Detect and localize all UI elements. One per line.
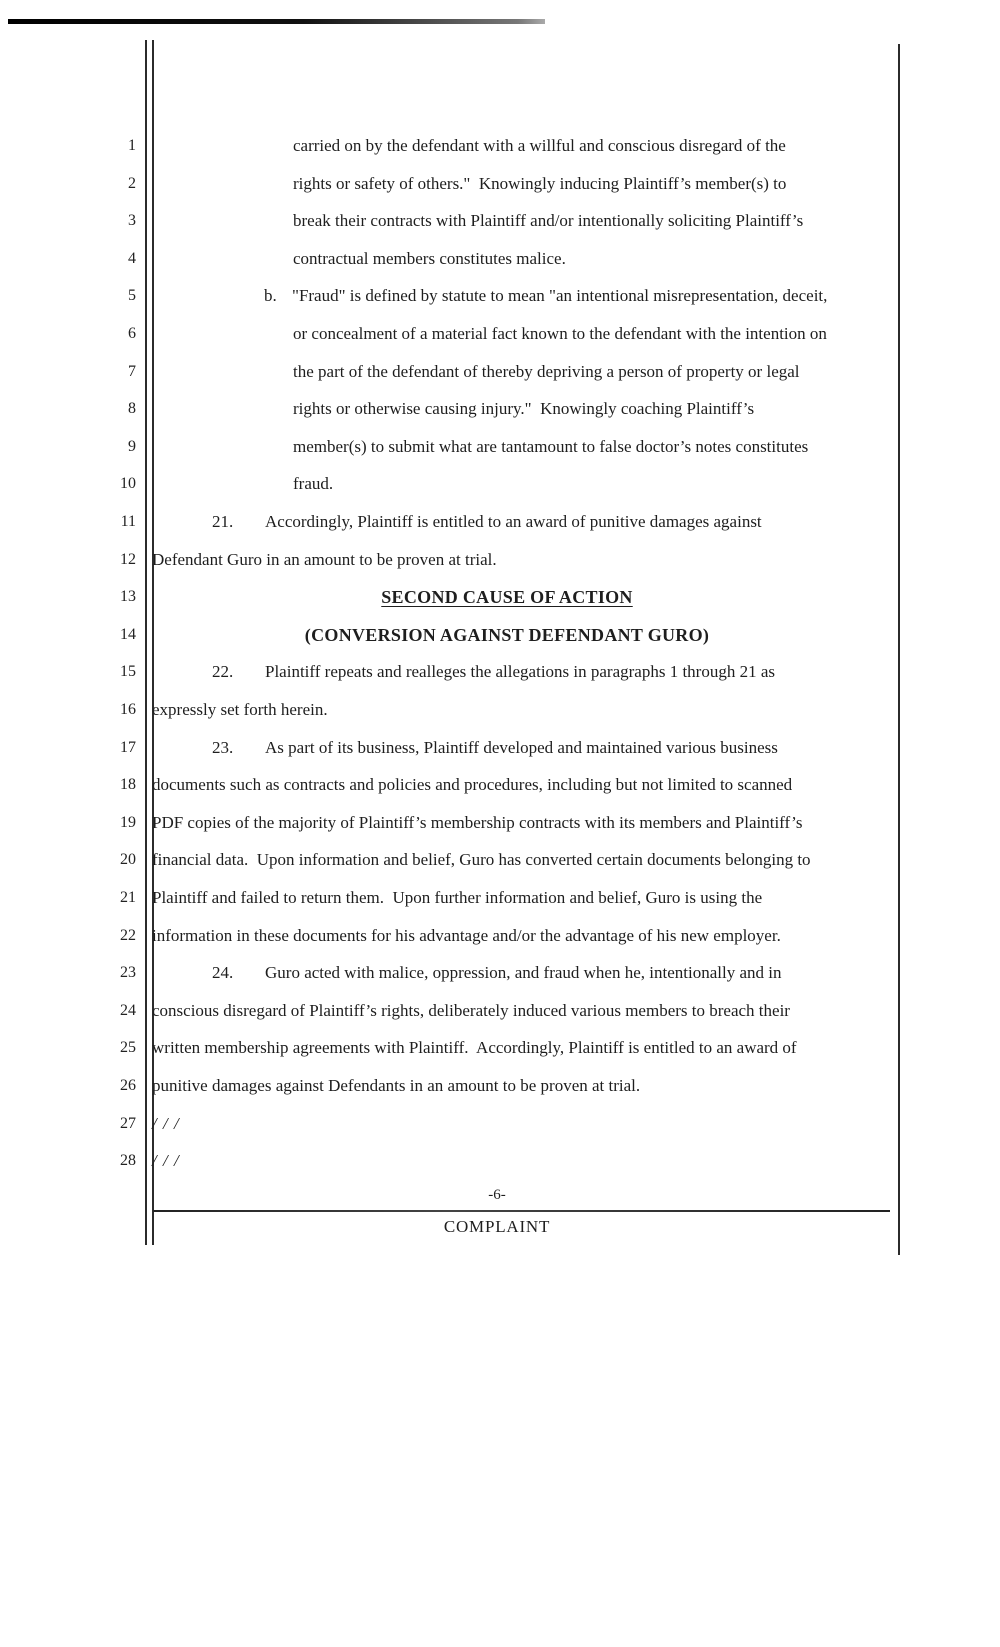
- line-number: 16: [120, 701, 136, 718]
- line-text: financial data. Upon information and belief, Guro has converted certain documents belonging to: [152, 850, 811, 870]
- pleading-line-11: [0, 503, 1000, 541]
- pleading-line-13: [0, 578, 1000, 616]
- pleading-line-24: [0, 992, 1000, 1030]
- pleading-line-8: [0, 390, 1000, 428]
- line-text: Accordingly, Plaintiff is entitled to an award of punitive damages against: [265, 512, 762, 531]
- paragraph-marker: b.: [264, 286, 277, 306]
- pleading-line-16: [0, 691, 1000, 729]
- line-number: 9: [128, 437, 136, 455]
- pleading-line-28: [0, 1142, 1000, 1180]
- pleading-line-9: [0, 428, 1000, 466]
- line-number: 4: [128, 249, 136, 267]
- pleading-line-21: [0, 879, 1000, 917]
- line-text: SECOND CAUSE OF ACTION: [381, 587, 633, 608]
- line-text: written membership agreements with Plaintiff. Accordingly, Plaintiff is entitled to an award of: [152, 1038, 797, 1058]
- page-number: -6-: [488, 1187, 506, 1203]
- pleading-line-22: [0, 917, 1000, 955]
- line-number: 6: [128, 325, 136, 342]
- paragraph-marker: 24.: [212, 963, 234, 983]
- line-number: 10: [120, 475, 136, 493]
- line-text: contractual members constitutes malice.: [293, 248, 566, 268]
- footer-title: COMPLAINT: [443, 1217, 551, 1236]
- line-number: 13: [120, 588, 136, 606]
- pleading-line-2: [0, 165, 1000, 203]
- line-text: member(s) to submit what are tantamount to false doctor’s notes constitutes: [293, 436, 809, 456]
- pleading-line-19: [0, 804, 1000, 842]
- scan-artifact-top-bar: [8, 19, 545, 24]
- line-text: the part of the defendant of thereby depriving a person of property or legal: [293, 361, 800, 381]
- line-text: Plaintiff and failed to return them. Upon further information and belief, Guro is using the: [152, 888, 763, 907]
- line-text: "Fraud" is defined by statute to mean "an intentional misrepresentation, deceit,: [292, 286, 828, 306]
- line-text: expressly set forth herein.: [152, 700, 328, 719]
- line-number: 3: [128, 212, 136, 230]
- pleading-line-1: [0, 127, 1000, 165]
- line-number: 23: [120, 964, 136, 982]
- line-number: 17: [120, 738, 136, 756]
- line-text: fraud.: [293, 474, 334, 494]
- line-number: 22: [120, 926, 136, 944]
- line-text: rights or safety of others." Knowingly inducing Plaintiff’s member(s) to: [293, 173, 787, 193]
- pleading-line-4: [0, 240, 1000, 278]
- line-number: 5: [128, 287, 136, 305]
- line-number: 1: [128, 137, 136, 154]
- line-number: 21: [120, 889, 136, 906]
- line-number: 14: [120, 625, 136, 643]
- pleading-line-14: [0, 616, 1000, 654]
- line-number: 2: [128, 174, 136, 192]
- pleading-line-7: [0, 353, 1000, 391]
- pleading-line-3: [0, 202, 1000, 240]
- pleading-line-6: [0, 315, 1000, 353]
- paragraph-marker: 21.: [212, 512, 234, 531]
- pleading-line-20: [0, 841, 1000, 879]
- line-text: Defendant Guro in an amount to be proven at trial.: [152, 549, 497, 569]
- pleading-line-17: [0, 729, 1000, 767]
- line-text: Guro acted with malice, oppression, and fraud when he, intentionally and in: [265, 963, 782, 983]
- line-text: / / /: [152, 1151, 180, 1171]
- line-text: information in these documents for his advantage and/or the advantage of his new employer.: [152, 925, 781, 945]
- line-text: conscious disregard of Plaintiff’s rights, deliberately induced various members to breach their: [152, 1000, 790, 1020]
- line-number: 20: [120, 851, 136, 869]
- line-number: 28: [120, 1152, 136, 1170]
- line-number: 25: [120, 1039, 136, 1057]
- paragraph-marker: 23.: [212, 737, 234, 757]
- pleading-line-10: [0, 465, 1000, 503]
- line-text: PDF copies of the majority of Plaintiff’s membership contracts with its members and Plaintiff’s: [152, 812, 803, 832]
- line-number: 7: [128, 362, 136, 380]
- pleading-line-5: [0, 277, 1000, 315]
- pleading-line-25: [0, 1029, 1000, 1067]
- line-text: break their contracts with Plaintiff and/or intentionally soliciting Plaintiff’s: [293, 211, 804, 231]
- line-text: Plaintiff repeats and realleges the allegations in paragraphs 1 through 21 as: [265, 662, 775, 682]
- pleading-line-15: [0, 653, 1000, 691]
- line-number: 24: [120, 1001, 136, 1019]
- pleading-line-18: [0, 766, 1000, 804]
- line-text: or concealment of a material fact known to the defendant with the intention on: [293, 324, 827, 343]
- footer-rule: [153, 1210, 890, 1212]
- line-number: 15: [120, 663, 136, 681]
- line-number: 26: [120, 1077, 136, 1094]
- line-text: punitive damages against Defendants in an amount to be proven at trial.: [152, 1076, 641, 1095]
- line-number: 18: [120, 776, 136, 794]
- pleading-line-26: [0, 1067, 1000, 1105]
- line-text: (CONVERSION AGAINST DEFENDANT GURO): [304, 624, 710, 645]
- line-number: 27: [120, 1114, 136, 1132]
- pleading-line-12: [0, 541, 1000, 579]
- line-text: rights or otherwise causing injury." Knowingly coaching Plaintiff’s: [293, 399, 755, 419]
- line-text: carried on by the defendant with a willful and conscious disregard of the: [293, 136, 786, 155]
- paragraph-marker: 22.: [212, 662, 234, 682]
- line-number: 8: [128, 400, 136, 418]
- pleading-line-23: [0, 954, 1000, 992]
- line-text: documents such as contracts and policies and procedures, including but not limited to scanned: [152, 775, 793, 795]
- pleading-line-27: [0, 1105, 1000, 1143]
- line-number: 12: [120, 550, 136, 568]
- line-number: 11: [120, 513, 136, 530]
- line-text: As part of its business, Plaintiff developed and maintained various business: [265, 737, 778, 757]
- line-number: 19: [120, 813, 136, 831]
- line-text: / / /: [152, 1113, 180, 1133]
